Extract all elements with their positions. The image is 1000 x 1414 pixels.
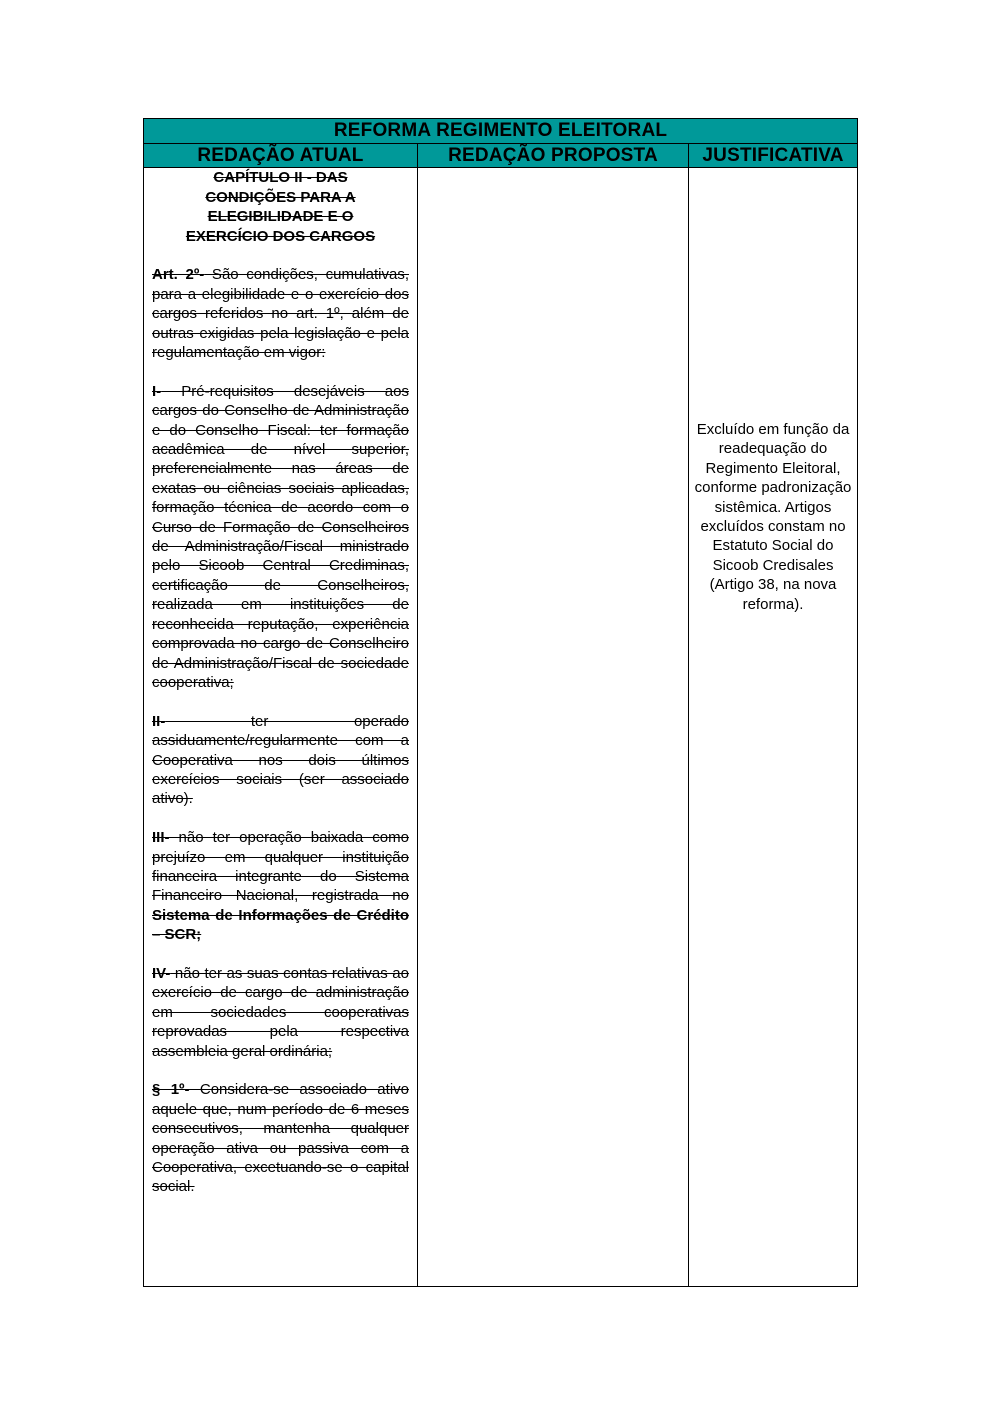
item-text: não ter as suas contas relativas ao exercício de cargo de administração em sociedades cooperativas reprovadas pela respectiva assembleia geral ordinária; [152,964,409,1060]
column-header-justificativa: JUSTIFICATIVA [689,144,858,168]
reform-table [143,118,858,1287]
article-2 [152,265,409,362]
item-lead: IV- [152,964,171,982]
article-lead: Art. 2º- [152,266,205,284]
item-text: não ter operação baixada como prejuízo em qualquer instituição financeira integrante do Sistema Financeiro Nacional, registrada no [152,829,409,905]
item-lead: I- [152,382,162,400]
article-text: São condições, cumulativas, para a elegibilidade e o exercício dos cargos referidos no art. 1º, além de outras exigidas pela legislação e pela regulamentação em vigor: [152,266,409,362]
item-lead: III- [152,829,170,847]
justificativa-cell [689,168,858,1287]
item-III [152,828,409,944]
item-text: Pré-requisitos desejáveis aos cargos do Conselho de Administração e do Conselho Fiscal: ter formação acadêmica de nível superior, preferencialmente nas áreas de exatas ou ciências sociais aplicadas, formação técnica de acordo com o Curso de Formação de Conselheiros de Administração/Fiscal ministrado pelo Sicoob Central Crediminas, certificação de Conselheiros, realizada em instituições de reconhecida reputação, experiência comprovada no cargo de Conselheiro de Administração/Fiscal de sociedade cooperativa; [152,382,409,691]
item-bold-tail: Sistema de Informações de Crédito – SCR; [152,906,409,944]
column-header-atual: REDAÇÃO ATUAL [144,144,418,168]
item-lead: § 1º- [152,1081,190,1099]
item-I [152,382,409,693]
redacao-atual-cell [144,168,418,1287]
item-text: ter operado assiduamente/regularmente com a Cooperativa nos dois últimos exercícios sociais (ser associado ativo). [152,712,409,808]
table-title: REFORMA REGIMENTO ELEITORAL [144,119,858,144]
chapter-heading: CAPÍTULO II - DAS CONDIÇÕES PARA A ELEGIBILIDADE E O EXERCÍCIO DOS CARGOS [185,169,376,245]
redacao-proposta-cell [418,168,689,1287]
item-IV [152,964,409,1061]
column-header-proposta: REDAÇÃO PROPOSTA [418,144,689,168]
item-text: Considera-se associado ativo aquele que, num período de 6 meses consecutivos, mantenha qualquer operação ativa ou passiva com a Cooperativa, excetuando-se o capital social. [152,1081,409,1196]
justificativa-text: Excluído em função da readequação do Regimento Eleitoral, conforme padronização sistêmica. Artigos excluídos constam no Estatuto Social do Sicoob Credisales (Artigo 38, na nova reforma). [694,421,852,613]
item-lead: II- [152,712,166,730]
item-II [152,712,409,809]
paragraph-1 [152,1080,409,1196]
